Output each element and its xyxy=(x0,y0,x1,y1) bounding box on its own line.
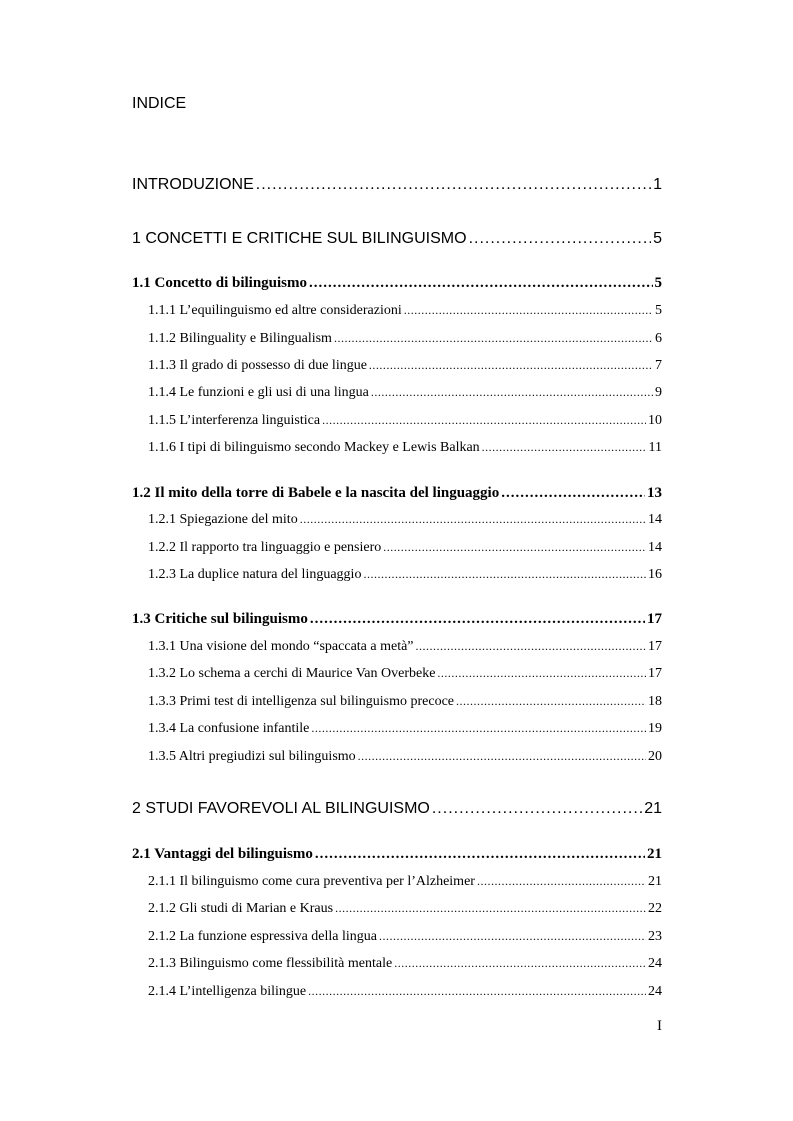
dot-leader xyxy=(383,540,646,555)
dot-leader xyxy=(477,874,646,889)
dot-leader xyxy=(310,611,645,628)
dot-leader xyxy=(416,639,646,654)
toc-entry-1-1-5[interactable] xyxy=(148,413,662,429)
toc-entry-label: 1.2 Il mito della torre di Babele e la nascita del linguaggio xyxy=(132,485,500,501)
page-number: I xyxy=(657,1018,662,1034)
toc-entry-page: 22 xyxy=(648,901,662,916)
toc-entry-1-3-1[interactable] xyxy=(148,639,662,655)
toc-entry-1-2-3[interactable] xyxy=(148,567,662,583)
toc-entry-1-1-1[interactable] xyxy=(148,303,662,319)
toc-entry-2-1-2b[interactable] xyxy=(148,929,662,945)
dot-leader xyxy=(371,385,653,400)
toc-entry-label: 1.2.3 La duplice natura del linguaggio xyxy=(148,567,362,582)
toc-entry-label: INTRODUZIONE xyxy=(132,176,254,193)
dot-leader xyxy=(501,485,645,502)
toc-entry-page: 9 xyxy=(655,385,662,400)
toc-entry-label: 1.2.1 Spiegazione del mito xyxy=(148,512,298,527)
toc-entry-page: 21 xyxy=(648,874,662,889)
toc-entry-label: 1.1.1 L’equilinguismo ed altre considerazioni xyxy=(148,303,402,318)
toc-entry-1-3-2[interactable] xyxy=(148,666,662,682)
toc-entry-label: 2.1.1 Il bilinguismo come cura preventiva per l’Alzheimer xyxy=(148,874,475,889)
toc-entry-label: 2.1 Vantaggi del bilinguismo xyxy=(132,846,313,862)
dot-leader xyxy=(394,956,646,971)
dot-leader xyxy=(437,666,646,681)
toc-entry-label: 1.3.2 Lo schema a cerchi di Maurice Van Overbeke xyxy=(148,666,436,681)
toc-entry-2-1-1[interactable] xyxy=(148,874,662,890)
toc-entry-label: 2.1.2 La funzione espressiva della lingua xyxy=(148,929,377,944)
toc-entry-label: 2.1.2 Gli studi di Marian e Kraus xyxy=(148,901,334,916)
toc-entry-label: 2.1.3 Bilinguismo come flessibilità mentale xyxy=(148,956,393,971)
toc-entry-1-1-6[interactable] xyxy=(148,440,662,456)
dot-leader xyxy=(482,440,647,455)
dot-leader xyxy=(315,846,645,863)
toc-entry-label: 2.1.4 L’intelligenza bilingue xyxy=(148,984,307,999)
dot-leader xyxy=(432,800,642,818)
toc-entry-page: 17 xyxy=(647,611,662,627)
dot-leader xyxy=(379,929,646,944)
dot-leader xyxy=(256,176,651,194)
toc-entry-label: 1.1.4 Le funzioni e gli usi di una lingua xyxy=(148,385,369,400)
toc-entry-2-1-3[interactable] xyxy=(148,956,662,972)
toc-entry-section-1-3[interactable] xyxy=(132,611,662,628)
toc-entry-page: 24 xyxy=(648,956,662,971)
toc-entry-1-1-3[interactable] xyxy=(148,358,662,374)
dot-leader xyxy=(334,331,653,346)
toc-entry-label: 1.3 Critiche sul bilinguismo xyxy=(132,611,308,627)
toc-entry-section-1-2[interactable] xyxy=(132,485,662,502)
toc-entry-label: 1.3.1 Una visione del mondo “spaccata a metà” xyxy=(148,639,414,654)
toc-entry-page: 7 xyxy=(655,358,662,373)
toc-entry-label: 1.3.4 La confusione infantile xyxy=(148,721,310,736)
toc-entry-section-1-1[interactable] xyxy=(132,275,662,292)
toc-entry-chapter-1[interactable] xyxy=(132,230,662,248)
dot-leader xyxy=(309,275,652,292)
toc-entry-page: 19 xyxy=(648,721,662,736)
page-title: INDICE xyxy=(132,95,187,112)
dot-leader xyxy=(369,358,653,373)
toc-entry-1-1-4[interactable] xyxy=(148,385,662,401)
dot-leader xyxy=(335,901,646,916)
dot-leader xyxy=(322,413,646,428)
toc-entry-page: 5 xyxy=(654,275,662,291)
toc-entry-page: 1 xyxy=(653,176,662,193)
toc-entry-page: 21 xyxy=(647,846,662,862)
toc-entry-label: 1.1.5 L’interferenza linguistica xyxy=(148,413,321,428)
toc-entry-1-3-4[interactable] xyxy=(148,721,662,737)
toc-entry-page: 6 xyxy=(655,331,662,346)
dot-leader xyxy=(469,230,652,248)
toc-entry-label: 1.1.2 Bilinguality e Bilingualism xyxy=(148,331,332,346)
toc-entry-label: 1.1.6 I tipi di bilinguismo secondo Mackey e Lewis Balkan xyxy=(148,440,480,455)
toc-entry-2-1-2a[interactable] xyxy=(148,901,662,917)
toc-entry-1-2-1[interactable] xyxy=(148,512,662,528)
toc-entry-page: 11 xyxy=(648,440,662,455)
toc-entry-2-1-4[interactable] xyxy=(148,984,662,1000)
toc-entry-label: 1.1 Concetto di bilinguismo xyxy=(132,275,308,291)
dot-leader xyxy=(300,512,646,527)
toc-entry-page: 18 xyxy=(648,694,662,709)
toc-entry-page: 17 xyxy=(648,639,662,654)
toc-entry-page: 16 xyxy=(648,567,662,582)
toc-entry-page: 14 xyxy=(648,512,662,527)
toc-entry-page: 21 xyxy=(644,800,662,817)
toc-entry-label: 2 STUDI FAVOREVOLI AL BILINGUISMO xyxy=(132,800,430,817)
toc-entry-section-2-1[interactable] xyxy=(132,846,662,863)
toc-entry-page: 20 xyxy=(648,749,662,764)
toc-entry-1-2-2[interactable] xyxy=(148,540,662,556)
toc-entry-1-3-3[interactable] xyxy=(148,694,662,710)
toc-entry-page: 5 xyxy=(653,230,662,247)
toc-entry-page: 14 xyxy=(648,540,662,555)
dot-leader xyxy=(308,984,646,999)
toc-entry-page: 24 xyxy=(648,984,662,999)
toc-entry-page: 5 xyxy=(655,303,662,318)
dot-leader xyxy=(456,694,646,709)
dot-leader xyxy=(363,567,646,582)
toc-entry-label: 1.3.3 Primi test di intelligenza sul bilinguismo precoce xyxy=(148,694,455,709)
toc-entry-page: 13 xyxy=(647,485,662,501)
toc-entry-page: 23 xyxy=(648,929,662,944)
dot-leader xyxy=(311,721,646,736)
toc-entry-label: 1.1.3 Il grado di possesso di due lingue xyxy=(148,358,367,373)
toc-entry-1-1-2[interactable] xyxy=(148,331,662,347)
toc-entry-label: 1 CONCETTI E CRITICHE SUL BILINGUISMO xyxy=(132,230,467,247)
dot-leader xyxy=(358,749,646,764)
toc-entry-page: 10 xyxy=(648,413,662,428)
toc-entry-page: 17 xyxy=(648,666,662,681)
dot-leader xyxy=(404,303,653,318)
toc-entry-1-3-5[interactable] xyxy=(148,749,662,765)
toc-entry-label: 1.3.5 Altri pregiudizi sul bilinguismo xyxy=(148,749,356,764)
toc-entry-label: 1.2.2 Il rapporto tra linguaggio e pensiero xyxy=(148,540,382,555)
toc-entry-chapter-2[interactable] xyxy=(132,800,662,818)
toc-entry-introduzione[interactable] xyxy=(132,176,662,194)
